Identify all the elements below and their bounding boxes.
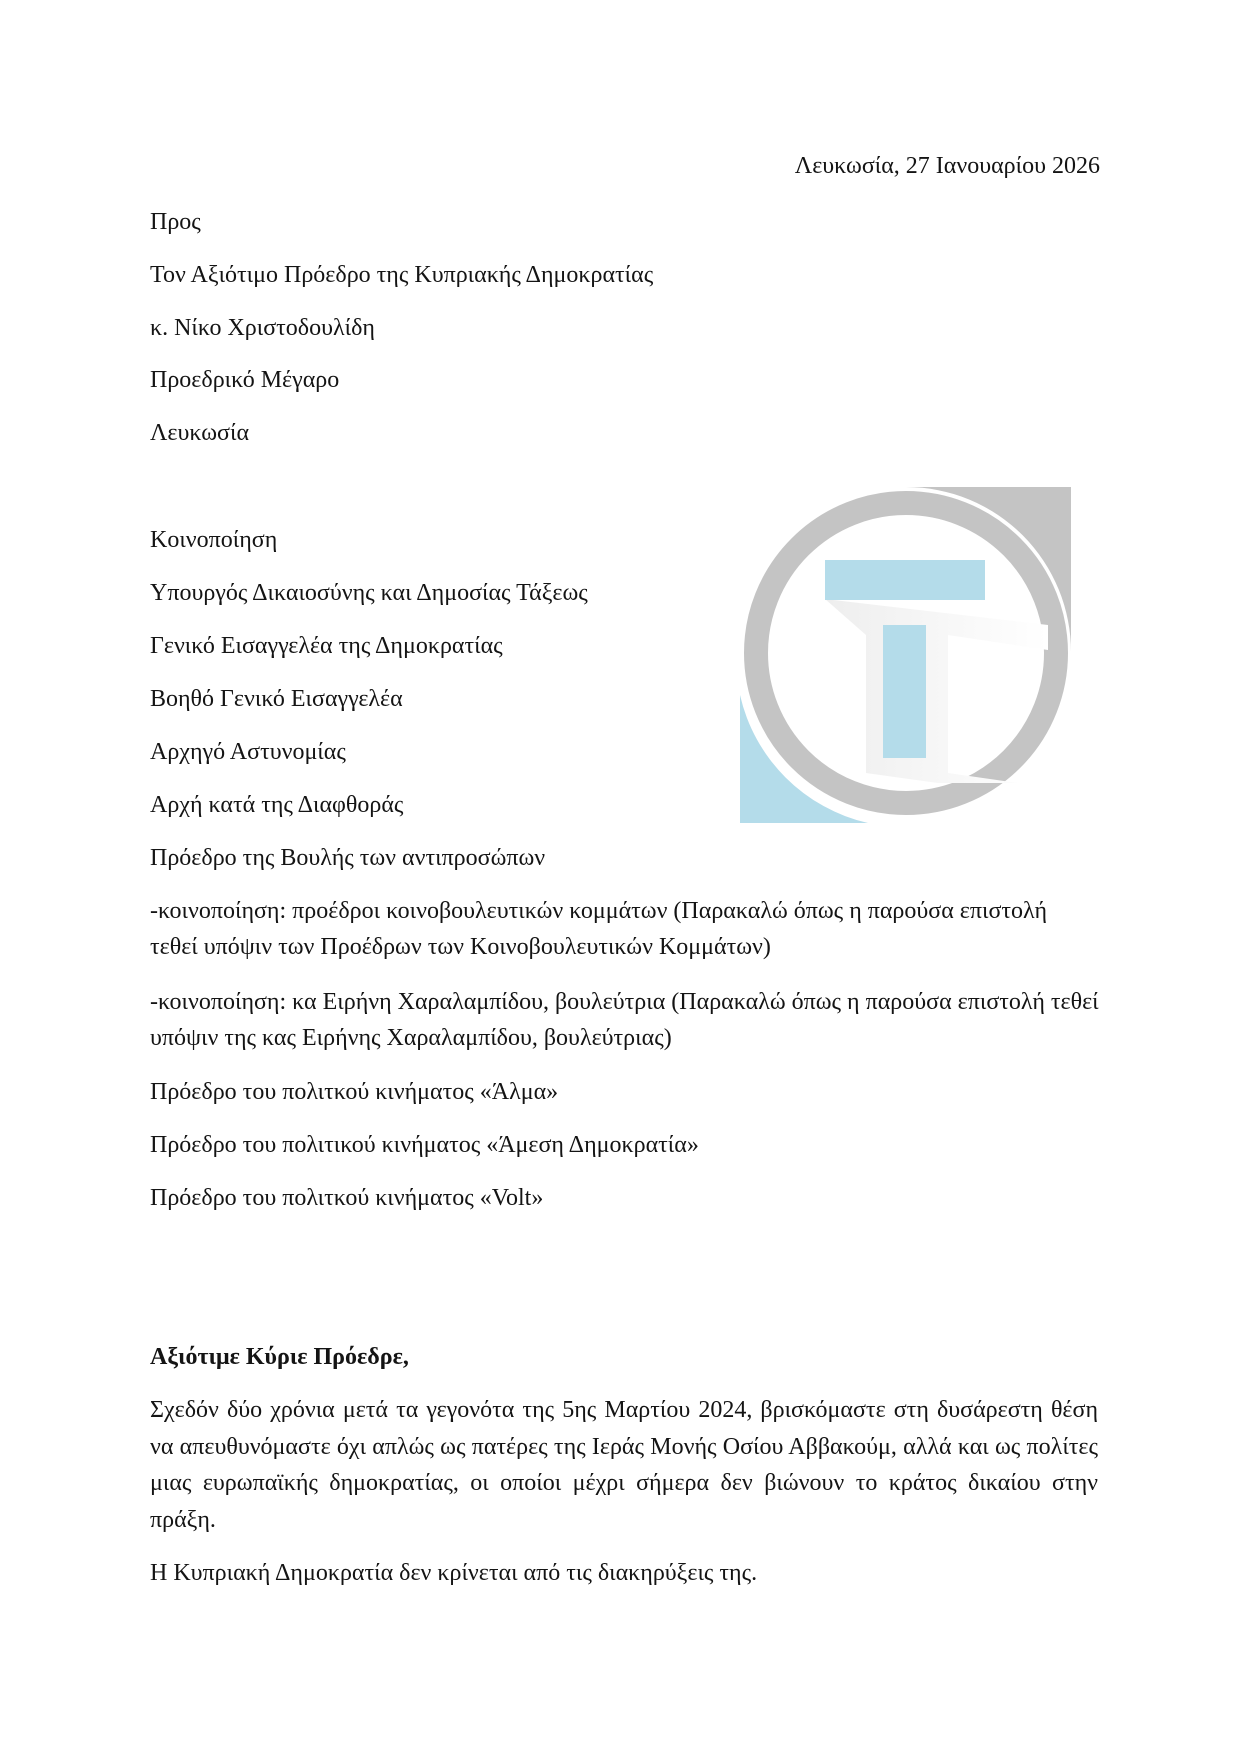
cc-line: -κοινοποίηση: προέδροι κοινοβουλευτικών κομμάτων (Παρακαλώ όπως η παρούσα επιστολή τεθεί υπόψιν των Προέδρων των Κοινοβουλευτικών Κομμάτων)	[150, 898, 1048, 960]
recipient-line: Λευκωσία	[150, 420, 250, 446]
cc-line: -κοινοποίηση: κα Ειρήνη Χαραλαμπίδου, βουλεύτρια (Παρακαλώ όπως η παρούσα επιστολή τεθεί υπόψιν της κας Ειρήνης Χαραλαμπίδου, βουλεύτριας)	[150, 989, 1099, 1051]
cc-line: Βοηθό Γενικό Εισαγγελέα	[150, 686, 403, 712]
recipient-line: κ. Νίκο Χριστοδουλίδη	[150, 315, 375, 341]
body-paragraph: Σχεδόν δύο χρόνια μετά τα γεγονότα της 5ης Μαρτίου 2024, βρισκόμαστε στη δυσάρεστη θέση να απευθυνόμαστε όχι απλώς ως πατέρες της Ιεράς Μονής Οσίου Αββακούμ, αλλά και ως πολίτες μιας ευρωπαϊκής δημοκρατίας, οι οποίοι μέχρι σήμερα δεν βιώνουν το κράτος δικαίου στην πράξη.	[150, 1397, 1098, 1533]
cc-line: Πρόεδρο της Βουλής των αντιπροσώπων	[150, 845, 546, 871]
recipient-line: Προς	[150, 209, 201, 235]
body-paragraph: Η Κυπριακή Δημοκρατία δεν κρίνεται από τις διακηρύξεις της.	[150, 1560, 758, 1586]
logo-t-bar	[825, 560, 985, 600]
salutation: Αξιότιμε Κύριε Πρόεδρε,	[150, 1344, 409, 1370]
recipient-line: Τον Αξιότιμο Πρόεδρο της Κυπριακής Δημοκρατίας	[150, 262, 654, 288]
cc-line: Υπουργός Δικαιοσύνης και Δημοσίας Τάξεως	[150, 580, 588, 606]
letter-date: Λευκωσία, 27 Ιανουαρίου 2026	[794, 153, 1100, 179]
cc-line: Αρχή κατά της Διαφθοράς	[150, 792, 404, 818]
logo-t-stem	[883, 625, 926, 758]
cc-line: Πρόεδρο του πολιτκού κινήματος «Άλμα»	[150, 1079, 559, 1105]
recipient-line: Προεδρικό Μέγαρο	[150, 367, 340, 393]
cc-line: Αρχηγό Αστυνομίας	[150, 739, 346, 765]
cc-line: Πρόεδρο του πολιτικού κινήματος «Άμεση Δημοκρατία»	[150, 1132, 699, 1158]
cc-heading: Κοινοποίηση	[150, 527, 278, 553]
cc-line: Πρόεδρο του πολιτκού κινήματος «Volt»	[150, 1185, 544, 1211]
letter-t-logo-icon	[738, 485, 1078, 825]
cc-line: Γενικό Εισαγγελέα της Δημοκρατίας	[150, 633, 503, 659]
